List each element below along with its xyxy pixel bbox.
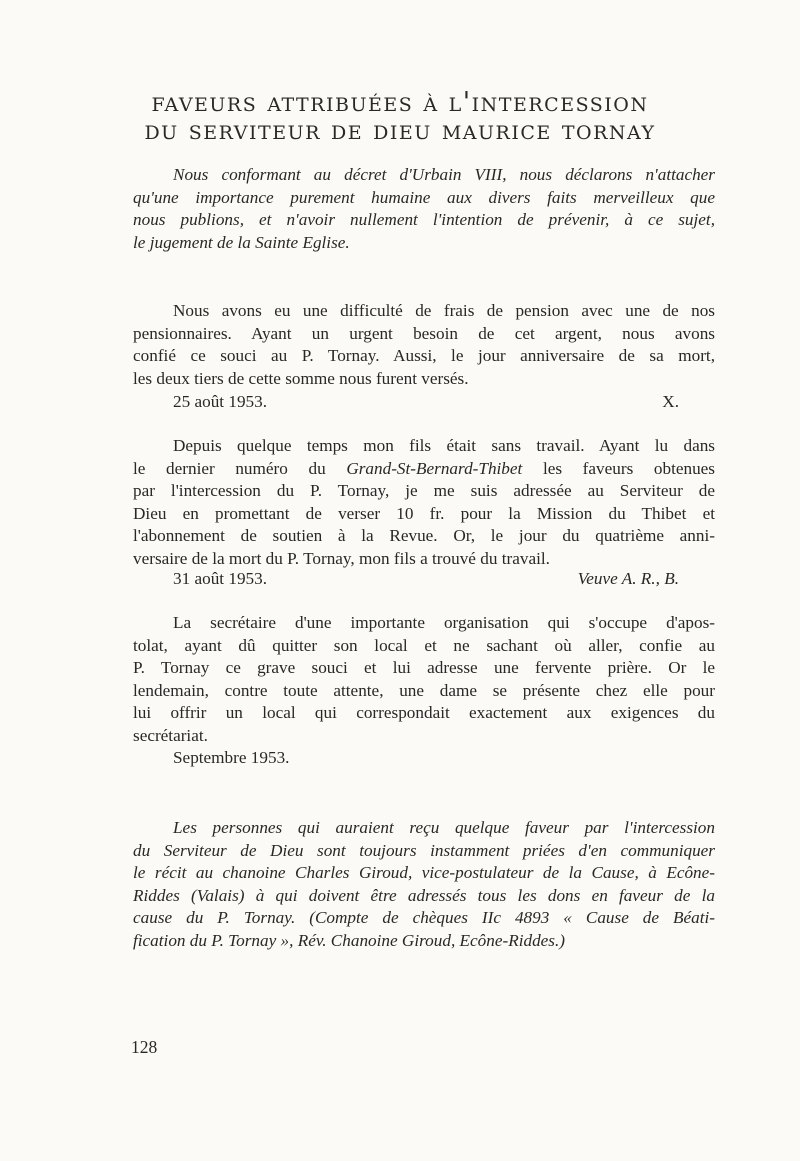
testimony-line: l'abonnement de soutien à la Revue. Or, le jour du quatrième anni-: [133, 526, 715, 546]
testimony-line: confié ce souci au P. Tornay. Aussi, le jour anniversaire de sa mort,: [133, 346, 715, 366]
notice-line: du Serviteur de Dieu sont toujours instamment priées d'en communiquer: [133, 840, 715, 860]
testimony-line: P. Tornay ce grave souci et lui adresse une fervente prière. Or le: [133, 658, 715, 678]
testimony-2-paragraph: [133, 435, 715, 571]
testimony-line: Depuis quelque temps mon fils était sans travail. Ayant lu dans: [173, 436, 715, 455]
decree-line: nous publions, et n'avoir nullement l'intention de prévenir, à ce sujet,: [133, 210, 715, 230]
testimony-line: par l'intercession du P. Tornay, je me suis adressée au Serviteur de: [133, 481, 715, 501]
page-number: 128: [131, 1037, 158, 1057]
testimony-signature: X.: [662, 392, 679, 411]
testimony-line: lui offrir un local qui correspondait exactement aux exigences du: [133, 703, 715, 723]
decree-line: Nous conformant au décret d'Urbain VIII, nous déclarons n'attacher: [173, 165, 715, 184]
testimony-line: pensionnaires. Ayant un urgent besoin de cet argent, nous avons: [133, 323, 715, 343]
testimony-line: versaire de la mort du P. Tornay, mon fils a trouvé du travail.: [133, 548, 550, 568]
testimony-line: Dieu en promettant de verser 10 fr. pour la Mission du Thibet et: [133, 503, 715, 523]
notice-paragraph: [133, 817, 715, 953]
testimony-line: lendemain, contre toute attente, une dame se présente chez elle pour: [133, 680, 715, 700]
testimony-date: Septembre 1953.: [173, 748, 290, 767]
testimony-line: [133, 458, 715, 481]
testimony-date: 25 août 1953.: [173, 392, 268, 411]
page-title-line-2: du serviteur de dieu maurice tornay: [144, 115, 656, 146]
notice-line: cause du P. Tornay. (Compte de chèques IIc 4893 « Cause de Béati-: [133, 908, 715, 928]
testimony-date: 31 août 1953.: [173, 569, 268, 588]
review-title: Grand-St-Bernard-Thibet: [346, 458, 523, 478]
notice-line: Les personnes qui auraient reçu quelque faveur par l'intercession: [173, 818, 715, 837]
testimony-line: secrétariat.: [133, 725, 208, 745]
testimony-text: le dernier numéro du: [133, 458, 326, 478]
notice-line: le récit au chanoine Charles Giroud, vice-postulateur de la Cause, à Ecône-: [133, 863, 715, 883]
testimony-text: les faveurs obtenues: [542, 458, 715, 478]
decree-line: qu'une importance purement humaine aux divers faits merveilleux que: [133, 187, 715, 207]
testimony-line: tolat, ayant dû quitter son local et ne sachant où aller, confie au: [133, 635, 715, 655]
decree-line: le jugement de la Sainte Eglise.: [133, 232, 350, 252]
page-title-line-1: faveurs attribuées à l'intercession: [151, 87, 649, 118]
testimony-3-paragraph: [133, 612, 715, 748]
testimony-signature: Veuve A. R., B.: [577, 569, 679, 588]
notice-line: Riddes (Valais) à qui doivent être adressés tous les dons en faveur de la: [133, 885, 715, 905]
testimony-line: La secrétaire d'une importante organisation qui s'occupe d'apos-: [173, 613, 715, 632]
testimony-line: Nous avons eu une difficulté de frais de pension avec une de nos: [173, 301, 715, 320]
testimony-1-paragraph: [133, 300, 715, 390]
testimony-line: les deux tiers de cette somme nous furent versés.: [133, 368, 469, 388]
decree-paragraph: [133, 164, 715, 254]
notice-line: fication du P. Tornay », Rév. Chanoine Giroud, Ecône-Riddes.): [133, 930, 566, 950]
